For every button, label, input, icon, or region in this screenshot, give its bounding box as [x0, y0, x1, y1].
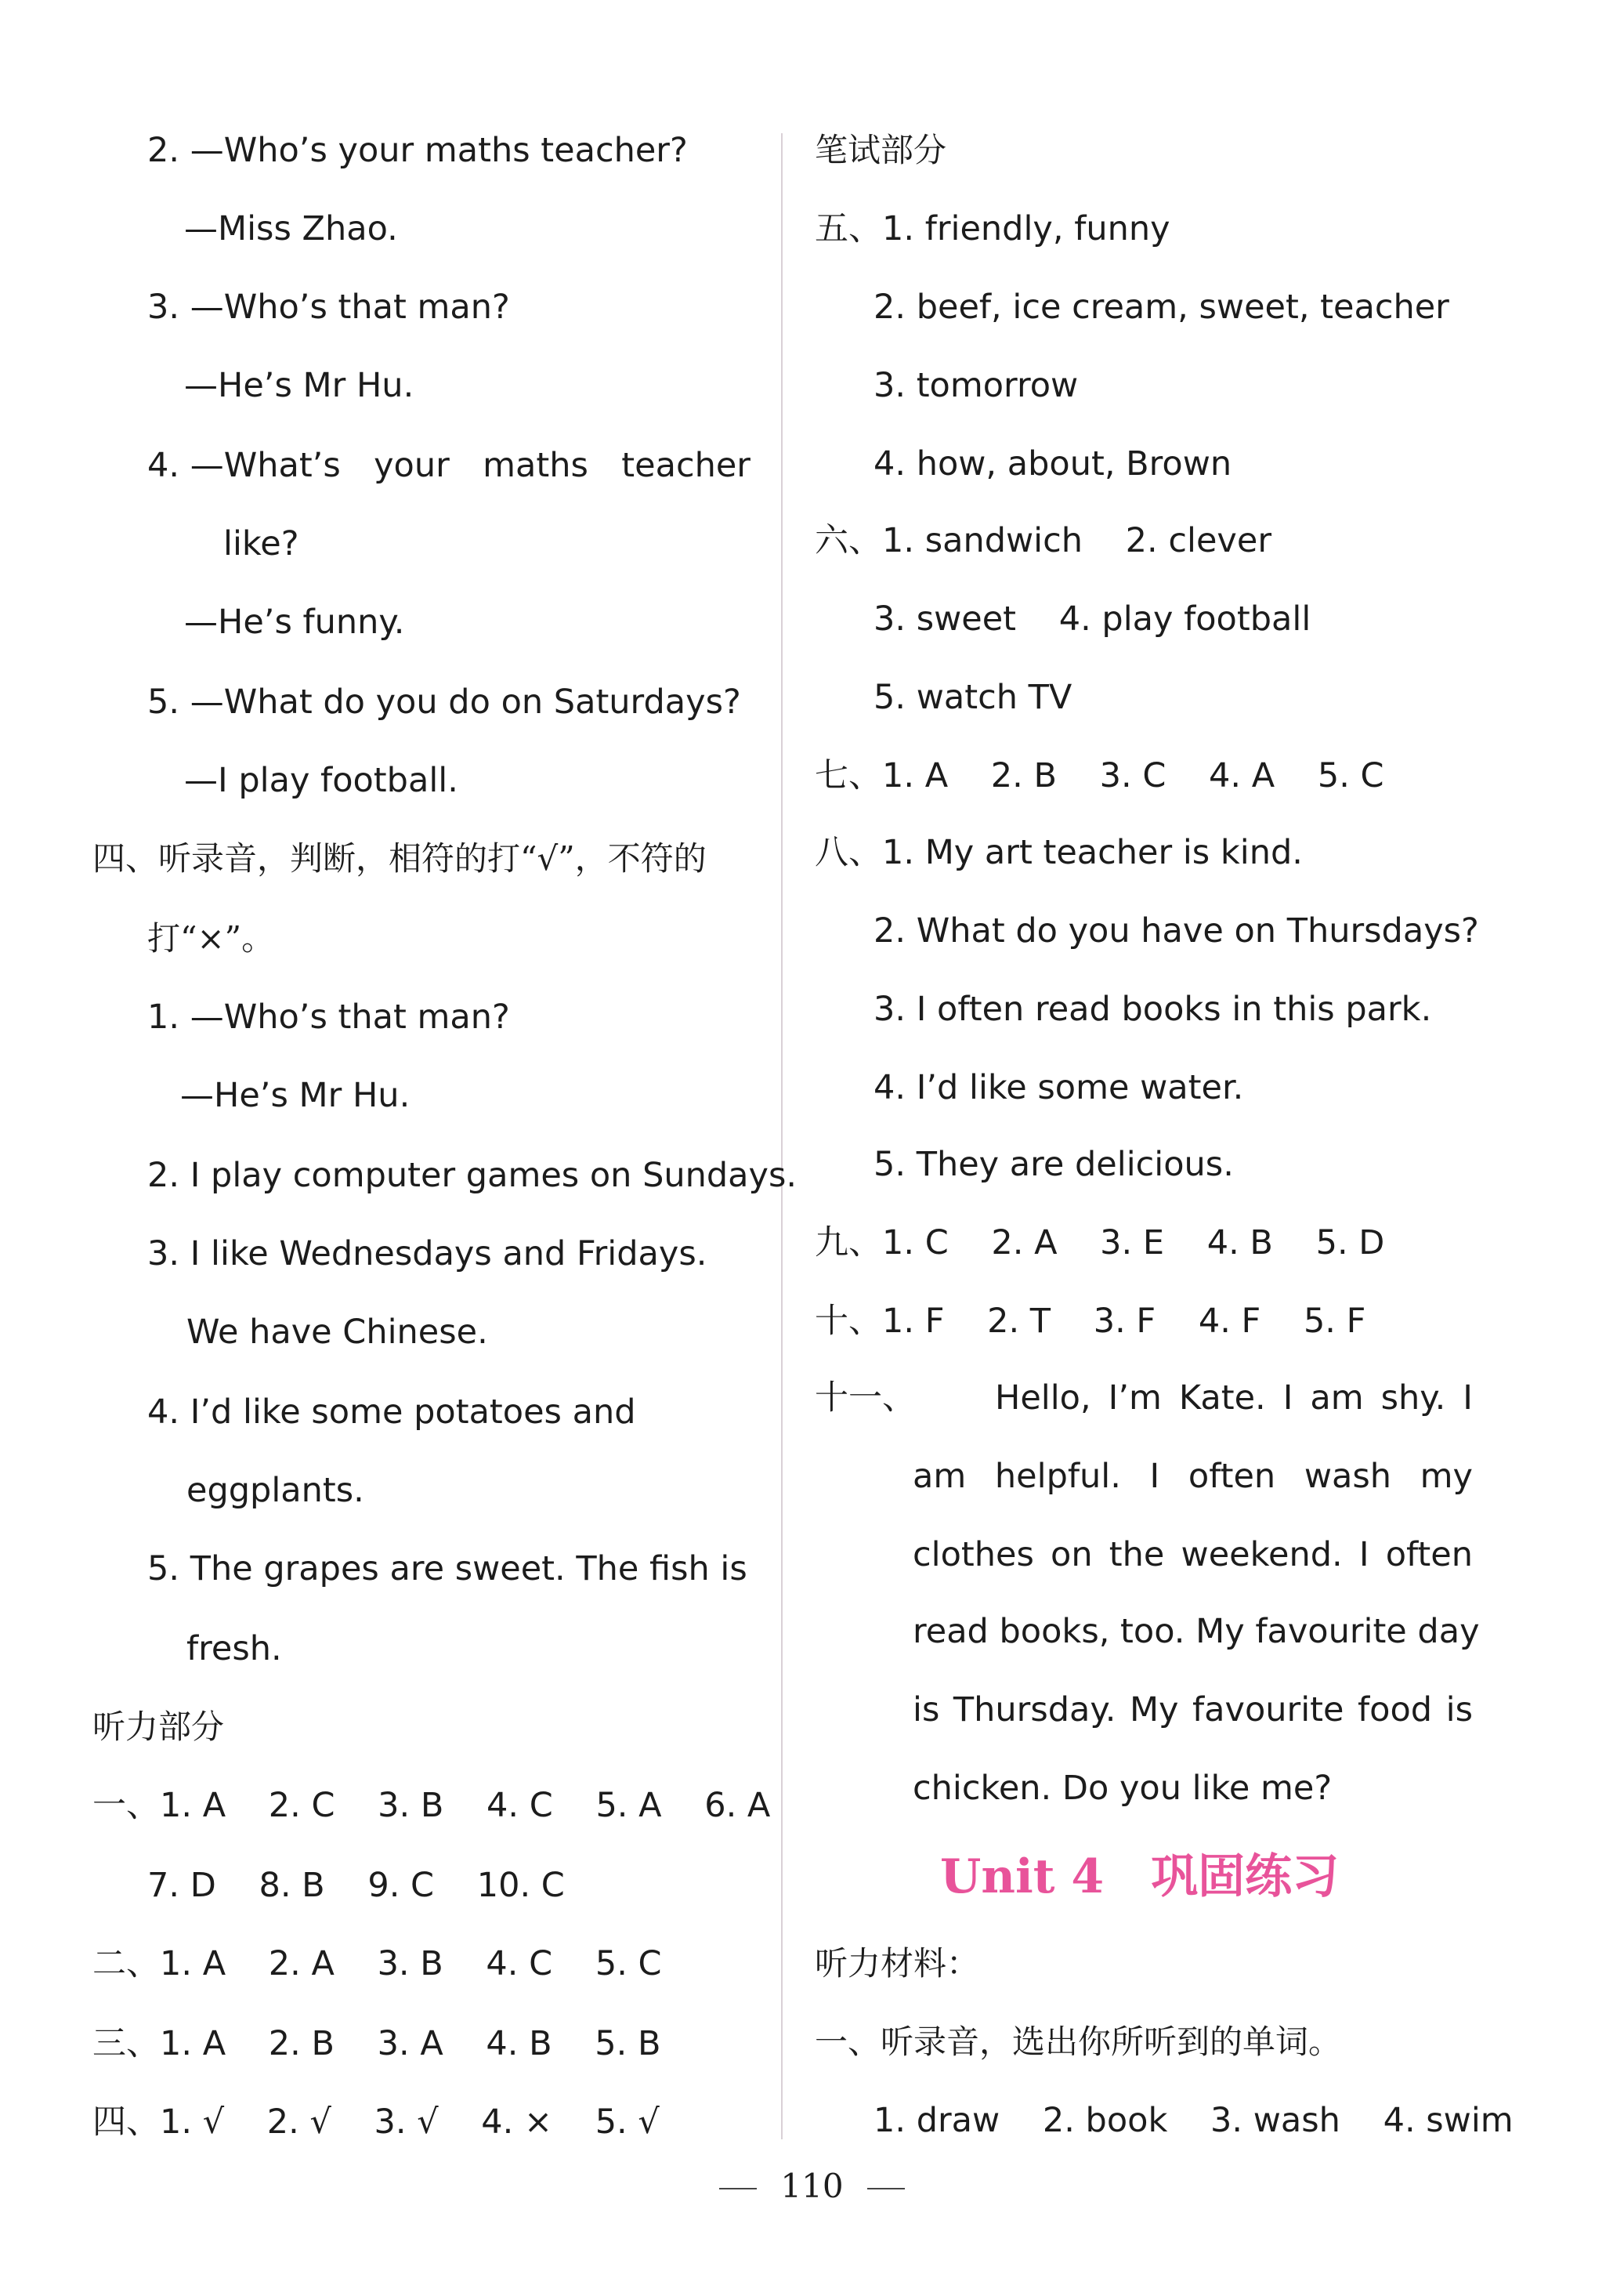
answer-line: 3. I like Wednesdays and Fridays. [147, 1234, 707, 1273]
essay-text: am helpful. I often wash my [913, 1457, 1473, 1496]
unit-title: 巩固练习 [1151, 1849, 1340, 1904]
column-divider [781, 133, 783, 2139]
unit-heading [940, 1845, 1339, 1908]
answer-line: 五、1. friendly, funny [815, 209, 1170, 248]
answer-line: 5. They are delicious. [873, 1145, 1234, 1184]
answer-line: 二、1. A 2. A 3. B 4. C 5. C [92, 1944, 662, 1983]
footer-dash-left [719, 2188, 757, 2189]
answer-line: 3. I often read books in this park. [873, 990, 1432, 1029]
answer-line: 1. draw 2. book 3. wash 4. swim [873, 2101, 1514, 2140]
essay-text: Hello, I’m Kate. I am shy. I [995, 1378, 1473, 1418]
page-footer [0, 2163, 1624, 2210]
answer-line: —He’s Mr Hu. [180, 1076, 411, 1115]
answer-line: 3. tomorrow [873, 366, 1079, 405]
answer-line: 九、1. C 2. A 3. E 4. B 5. D [815, 1223, 1385, 1262]
section-title-listening: 听力部分 [92, 1708, 225, 1746]
word: teacher [621, 446, 751, 485]
answer-line: —I play football. [184, 761, 458, 800]
section-title-written: 笔试部分 [815, 131, 947, 169]
word: your [374, 446, 450, 485]
answer-line: —He’s Mr Hu. [184, 366, 414, 405]
answer-line: eggplants. [186, 1471, 364, 1510]
answer-line: like? [223, 524, 299, 563]
answer-line: fresh. [186, 1629, 282, 1668]
section-heading: 一、听录音，选出你所听到的单词。 [815, 2023, 1342, 2061]
answer-line: 2. —Who’s your maths teacher? [147, 131, 688, 170]
essay-text: chicken. Do you like me? [913, 1769, 1333, 1808]
answer-line: 5. —What do you do on Saturdays? [147, 683, 741, 722]
footer-dash-right [867, 2188, 905, 2189]
answer-line: 5. The grapes are sweet. The fish is [147, 1549, 747, 1588]
answer-line: 八、1. My art teacher is kind. [815, 833, 1303, 872]
essay-text: is Thursday. My favourite food is [913, 1690, 1473, 1729]
essay-first-line [815, 1374, 1473, 1421]
section-title-materials: 听力材料： [815, 1944, 980, 1983]
answer-line: 3. —Who’s that man? [147, 288, 510, 327]
word: 4. —What’s [147, 446, 341, 485]
answer-line: 十、1. F 2. T 3. F 4. F 5. F [815, 1302, 1366, 1341]
answer-line: 7. D 8. B 9. C 10. C [147, 1866, 565, 1905]
unit-label: Unit 4 [940, 1849, 1105, 1904]
answer-line: 六、1. sandwich 2. clever [815, 521, 1271, 560]
answer-line: 2. What do you have on Thursdays? [873, 911, 1479, 951]
answer-line: 三、1. A 2. B 3. A 4. B 5. B [92, 2024, 661, 2063]
answer-line: 一、1. A 2. C 3. B 4. C 5. A 6. A [92, 1786, 771, 1825]
answer-line: 七、1. A 2. B 3. C 4. A 5. C [815, 756, 1384, 795]
answer-line: We have Chinese. [186, 1313, 488, 1352]
answer-line: 4. how, about, Brown [873, 444, 1232, 483]
word: maths [483, 446, 588, 485]
answer-line: 1. —Who’s that man? [147, 998, 510, 1037]
answer-line: 2. beef, ice cream, sweet, teacher [873, 288, 1449, 327]
answer-line: 4. I’d like some potatoes and [147, 1393, 636, 1432]
answer-line-justified [147, 442, 751, 489]
section-heading-cont: 打“×”。 [147, 919, 275, 958]
page-number: 110 [780, 2167, 844, 2205]
answer-line: 4. I’d like some water. [873, 1068, 1244, 1107]
answer-line: 3. sweet 4. play football [873, 599, 1311, 639]
answer-line: 2. I play computer games on Sundays. [147, 1156, 798, 1195]
essay-text: clothes on the weekend. I often [913, 1535, 1473, 1574]
answer-line: —He’s funny. [184, 603, 405, 642]
section-heading: 四、听录音，判断，相符的打“√”，不符的 [92, 839, 707, 878]
answer-line: 四、1. √ 2. √ 3. √ 4. × 5. √ [92, 2102, 660, 2142]
question-number: 十一、 [815, 1378, 916, 1418]
essay-text: read books, too. My favourite day [913, 1612, 1480, 1651]
answer-line: —Miss Zhao. [184, 209, 398, 248]
answer-line: 5. watch TV [873, 678, 1072, 717]
